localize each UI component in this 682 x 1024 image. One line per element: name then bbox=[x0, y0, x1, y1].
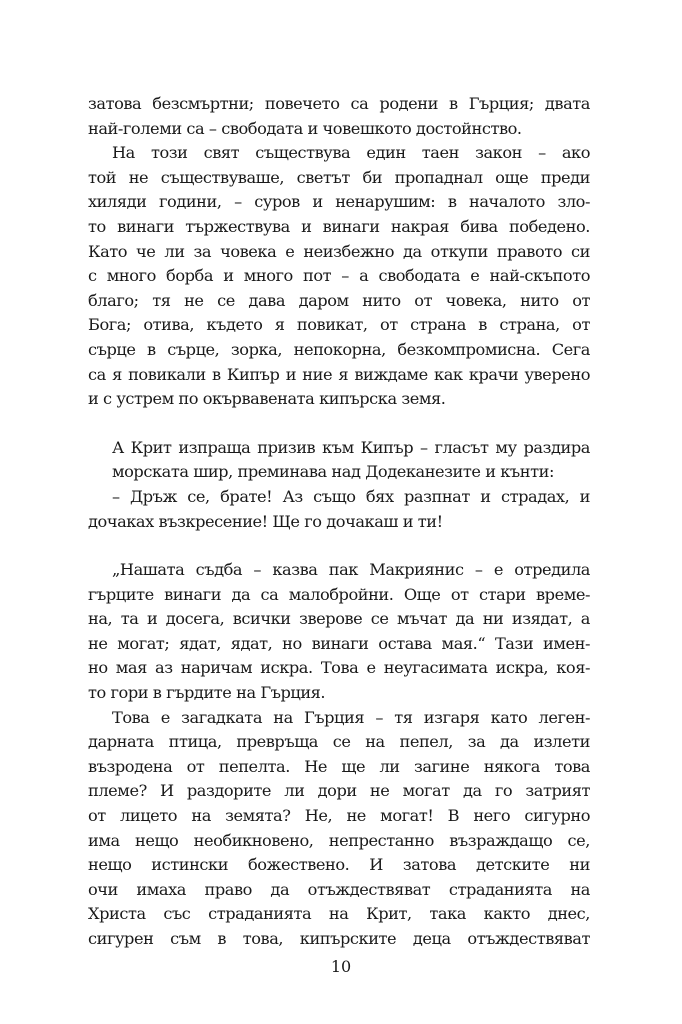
paragraph bbox=[88, 436, 590, 534]
paragraph bbox=[88, 92, 590, 141]
text-line: са я повикали в Кипър и ние я виждаме как крачи уверено bbox=[88, 364, 590, 384]
text-line: На този свят съществува един таен закон – ако bbox=[112, 143, 590, 163]
paragraph bbox=[88, 706, 590, 952]
text-line: но мая аз наричам искра. Това е неугасимата искра, коя- bbox=[88, 658, 590, 678]
text-line: А Крит изпраща призив към Кипър – гласът му раздира bbox=[112, 437, 590, 457]
text-line: възродена от пепелта. Не ще ли загине някога това bbox=[88, 756, 590, 776]
text-line: хиляди години, – суров и ненарушим: в началото зло- bbox=[88, 192, 590, 212]
text-line: благо; тя не се дава даром нито от човека, нито от bbox=[88, 290, 590, 310]
text-line: и с устрем по окървавената кипърска земя. bbox=[88, 389, 446, 409]
paragraph bbox=[88, 558, 590, 706]
text-line: Бога; отива, където я повикат, от страна в страна, от bbox=[88, 315, 590, 335]
text-line: нещо истински божествено. И затова детските ни bbox=[88, 855, 590, 875]
text-line: той не съществуваше, светът би пропаднал още преди bbox=[88, 167, 590, 187]
text-line: затова безсмъртни; повечето са родени в Гърция; двата bbox=[88, 94, 590, 113]
paragraph bbox=[88, 141, 590, 412]
text-line: то гори в гърдите на Гърция. bbox=[88, 683, 326, 703]
text-line: – Дръж се, брате! Аз също бях разпнат и страдах, и bbox=[112, 486, 590, 506]
text-line: от лицето на земята? Не, не могат! В него сигурно bbox=[88, 806, 590, 826]
text-line: има нещо необикновено, непрестанно възраждащо се, bbox=[88, 830, 590, 850]
text-line: дочаках възкресение! Ще го дочакаш и ти! bbox=[88, 511, 443, 531]
section-gap bbox=[88, 534, 590, 558]
text-line: „Нашата съдба – казва пак Макриянис – е отредила bbox=[112, 560, 590, 580]
page-number: 10 bbox=[330, 957, 352, 976]
text-line: гърците винаги да са малобройни. Още от стари време- bbox=[88, 584, 590, 604]
text-line: най-големи са – свободата и човешкото достойнство. bbox=[88, 118, 522, 138]
text-line: сърце в сърце, зорка, непокорна, безкомпромисна. Сега bbox=[88, 339, 590, 359]
text-line: на, та и досега, всички зверове се мъчат да ни изядат, а bbox=[88, 609, 590, 629]
text-line: Като че ли за човека е неизбежно да откупи правото си bbox=[88, 241, 590, 261]
text-line: с много борба и много пот – а свободата е най-скъпото bbox=[88, 266, 590, 286]
text-line: морската шир, преминава над Додеканезите и кънти: bbox=[112, 462, 554, 482]
text-line: сигурен съм в това, кипърските деца отъждествяват bbox=[88, 929, 590, 948]
text-line: племе? И раздорите ли дори не могат да го затрият bbox=[88, 781, 590, 801]
text-line: очи имаха право да отъждествяват страданията на bbox=[88, 879, 590, 899]
body-text bbox=[88, 92, 590, 952]
text-line: не могат; ядат, ядат, но винаги остава мая.“ Тази имен- bbox=[88, 633, 590, 653]
text-line: Христа със страданията на Крит, така както днес, bbox=[88, 904, 590, 924]
text-line: то винаги тържествува и винаги накрая бива победено. bbox=[88, 216, 590, 236]
section-gap bbox=[88, 412, 590, 436]
text-line: дарната птица, превръща се на пепел, за да излети bbox=[88, 732, 590, 752]
text-line: Това е загадката на Гърция – тя изгаря като леген- bbox=[112, 707, 590, 727]
